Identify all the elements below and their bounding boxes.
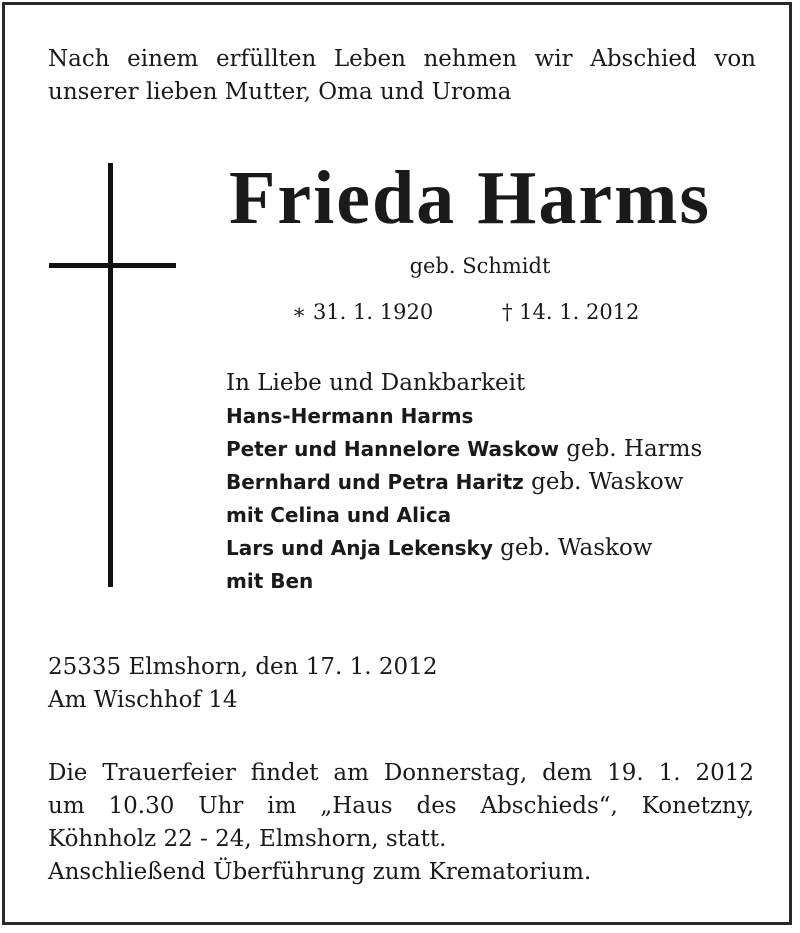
family-name: Peter und Hannelore Waskow (226, 437, 559, 461)
family-name: mit Ben (226, 569, 314, 593)
ceremony-line: Die Trauerfeier findet am Donnerstag, dem 19. 1. 2012 (48, 760, 754, 786)
family-name: Bernhard und Petra Haritz (226, 470, 524, 494)
family-name: mit Celina und Alica (226, 503, 452, 527)
ceremony-line: Köhnholz 22 - 24, Elmshorn, statt. (48, 826, 447, 852)
cross-icon-bar (49, 263, 176, 268)
maiden-name: geb. Schmidt (409, 254, 551, 278)
intro-text: Nach einem erfüllten Leben nehmen wir Abschied von unserer lieben Mutter, Oma und Uroma (48, 46, 756, 105)
ceremony-line: um 10.30 Uhr im „Haus des Abschieds“, Konetzny, (48, 793, 754, 819)
street-address: Am Wischhof 14 (48, 687, 238, 713)
family-note: geb. Harms (558, 436, 703, 462)
family-line (226, 499, 702, 532)
place-and-address (48, 651, 437, 717)
family-line (226, 433, 702, 466)
death-date: † 14. 1. 2012 (502, 300, 640, 324)
family-name: Lars und Anja Lekensky (226, 536, 493, 560)
family-line (226, 400, 702, 433)
family-name: Hans-Hermann Harms (226, 404, 474, 428)
family-line (226, 565, 702, 598)
family-line (226, 466, 702, 499)
family-note: geb. Waskow (492, 535, 653, 561)
family-lead: In Liebe und Dankbarkeit (226, 370, 526, 396)
family-list (226, 367, 702, 598)
ceremony-line: Anschließend Überführung zum Krematorium. (48, 859, 592, 885)
place-date: 25335 Elmshorn, den 17. 1. 2012 (48, 654, 438, 680)
family-line (226, 532, 702, 565)
family-note: geb. Waskow (523, 469, 684, 495)
ceremony-info (48, 757, 754, 889)
deceased-name: Frieda Harms (228, 156, 711, 240)
birth-date: ∗ 31. 1. 1920 (292, 300, 434, 324)
